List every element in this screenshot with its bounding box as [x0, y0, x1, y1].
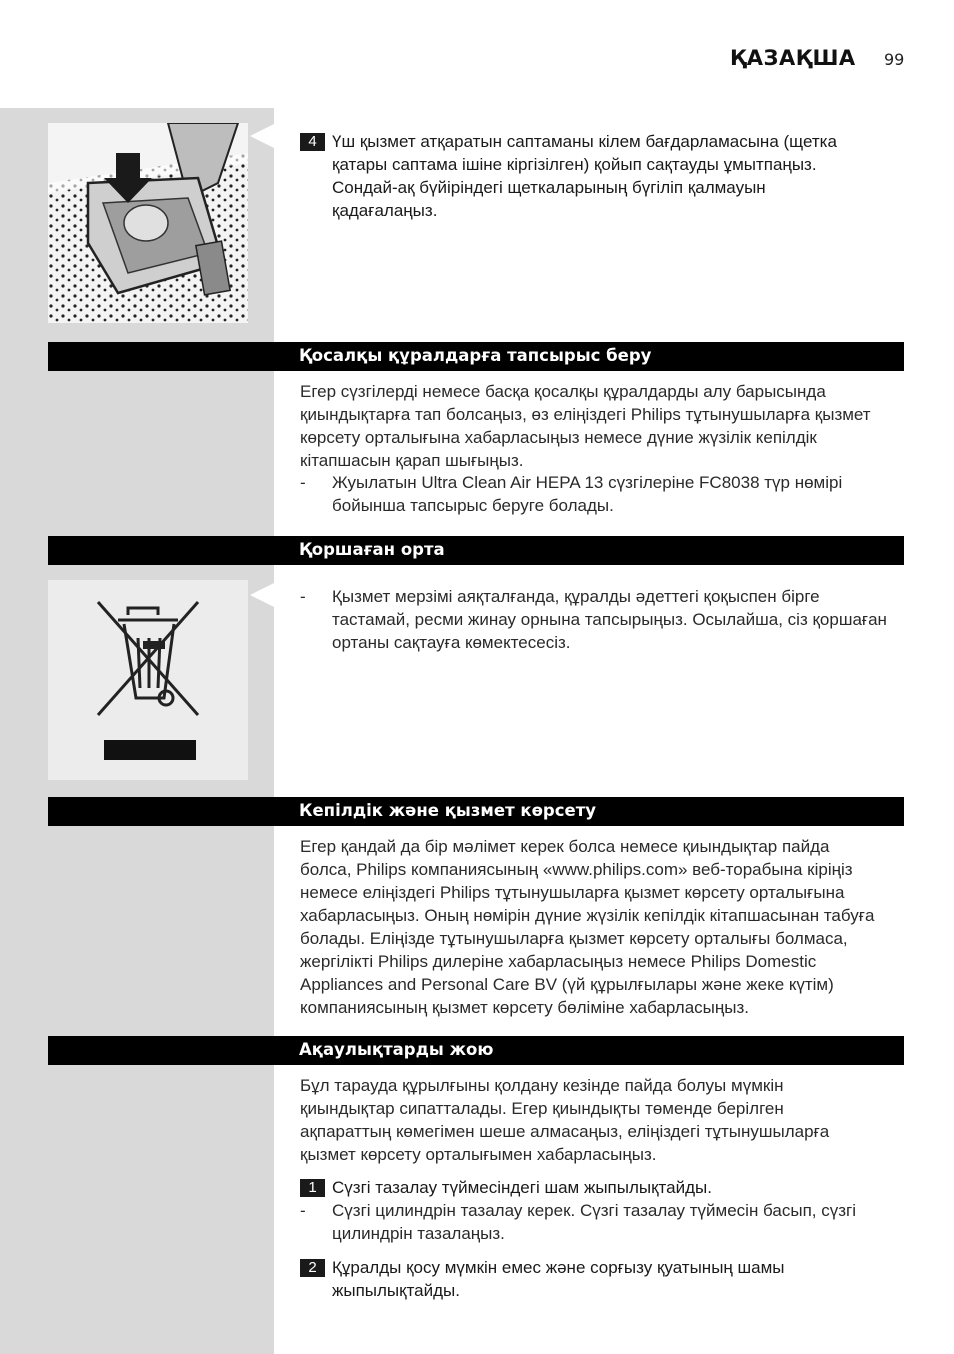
accessories-paragraph: Егер сүзгілерді немесе басқа қосалқы құралдарды алу барысында қиындықтарға тап болсаңыз, өз еліңіздегі Philips тұтынушыларға қызмет көрсету орталығына хабарласыңыз немесе дүние жүзілік кепілдік кітапшасын қарап шығыңыз. [300, 382, 871, 470]
bullet-dash: - [300, 587, 306, 606]
section-title: Қосалқы құралдарға тапсырыс беру [299, 346, 652, 365]
nozzle-drawing [48, 123, 248, 323]
environment-bullet: - Қызмет мерзімі аяқталғанда, құралды әдеттегі қоқыспен бірге тастамай, ресми жинау орнына тапсырыңыз. Осылайша, сіз қоршаған ортаны сақтауға көмектесесіз. [300, 587, 887, 652]
troubleshooting-step-2: 2 Құралды қосу мүмкін емес және сорғызу қуатының шамы жыпылықтайды. [300, 1256, 906, 1302]
figure-pointer [250, 583, 274, 607]
step-number: 2 [300, 1259, 325, 1277]
step-number: 1 [300, 1179, 325, 1197]
section-header-guarantee [48, 797, 904, 826]
section-title: Қоршаған орта [299, 540, 445, 559]
step-text-line: Үш қызмет атқаратын саптаманы кілем бағдарламасына (щетка [332, 132, 837, 151]
troubleshooting-step-1: 1 Сүзгі тазалау түймесіндегі шам жыпылықтайды. [300, 1176, 906, 1199]
guarantee-paragraph: Егер қандай да бір мәлімет керек болса немесе қиындықтар пайда болса, Philips компаниясының «www.philips.com» веб-торабына кіріңіз немесе еліңіздегі Philips тұтынушыларға қызмет көрсету орталығына хабарласыңыз. Оның нөмірін дүние жүзілік кепілдік кітапшасынан табуға болады. Еліңізде тұтынушыларға қызмет көрсету орталығы болмаса, жергілікті Philips дилеріне хабарласыңыз немесе Philips Domestic Appliances and Personal Care BV (үй құрылғылары және жеке күтім) компаниясының қызмет көрсету бөліміне хабарласыңыз. [300, 837, 875, 1017]
section-header-environment [48, 536, 904, 565]
bullet-dash: - [300, 473, 306, 492]
figure-pointer [250, 124, 274, 148]
weee-bin-illustration [48, 580, 248, 780]
step-number: 4 [300, 133, 325, 151]
nozzle-illustration [48, 123, 248, 323]
language-header: ҚАЗАҚША [730, 46, 856, 70]
troubleshooting-paragraph: Бұл тарауда құрылғыны қолдану кезінде пайда болуы мүмкін қиындықтар сипатталады. Егер қиындықты төменде берілген ақпараттың көмегімен шеше алмасаңыз, еліңіздегі тұтынушыларға қызмет көрсету орталығымен хабарласыңыз. [300, 1076, 830, 1164]
crossed-bin-icon [48, 580, 248, 780]
step-text-line: қадағалаңыз. [332, 201, 438, 220]
section-header-troubleshooting [48, 1036, 904, 1065]
accessories-bullet: - Жуылатын Ultra Clean Air HEPA 13 сүзгілеріне FC8038 түр нөмірі бойынша тапсырыс беруге болады. [300, 473, 843, 515]
troubleshooting-step-1-bullet: - Сүзгі цилиндрін тазалау керек. Сүзгі тазалау түймесін басып, сүзгі цилиндрін тазалаңыз. [300, 1201, 857, 1243]
section-title: Кепілдік және қызмет көрсету [299, 801, 597, 820]
step-text-line: Сондай-ақ бүйіріндегі щеткаларының бүгіліп қалмауын [332, 178, 766, 197]
section-header-accessories [48, 342, 904, 371]
page-number: 99 [884, 50, 905, 69]
step-text-line: қатары саптама ішіне кіргізілген) қойып сақтауды ұмытпаңыз. [332, 155, 817, 174]
section-title: Ақаулықтарды жою [299, 1040, 494, 1059]
step-4 [300, 130, 906, 222]
bullet-dash: - [300, 1201, 306, 1220]
